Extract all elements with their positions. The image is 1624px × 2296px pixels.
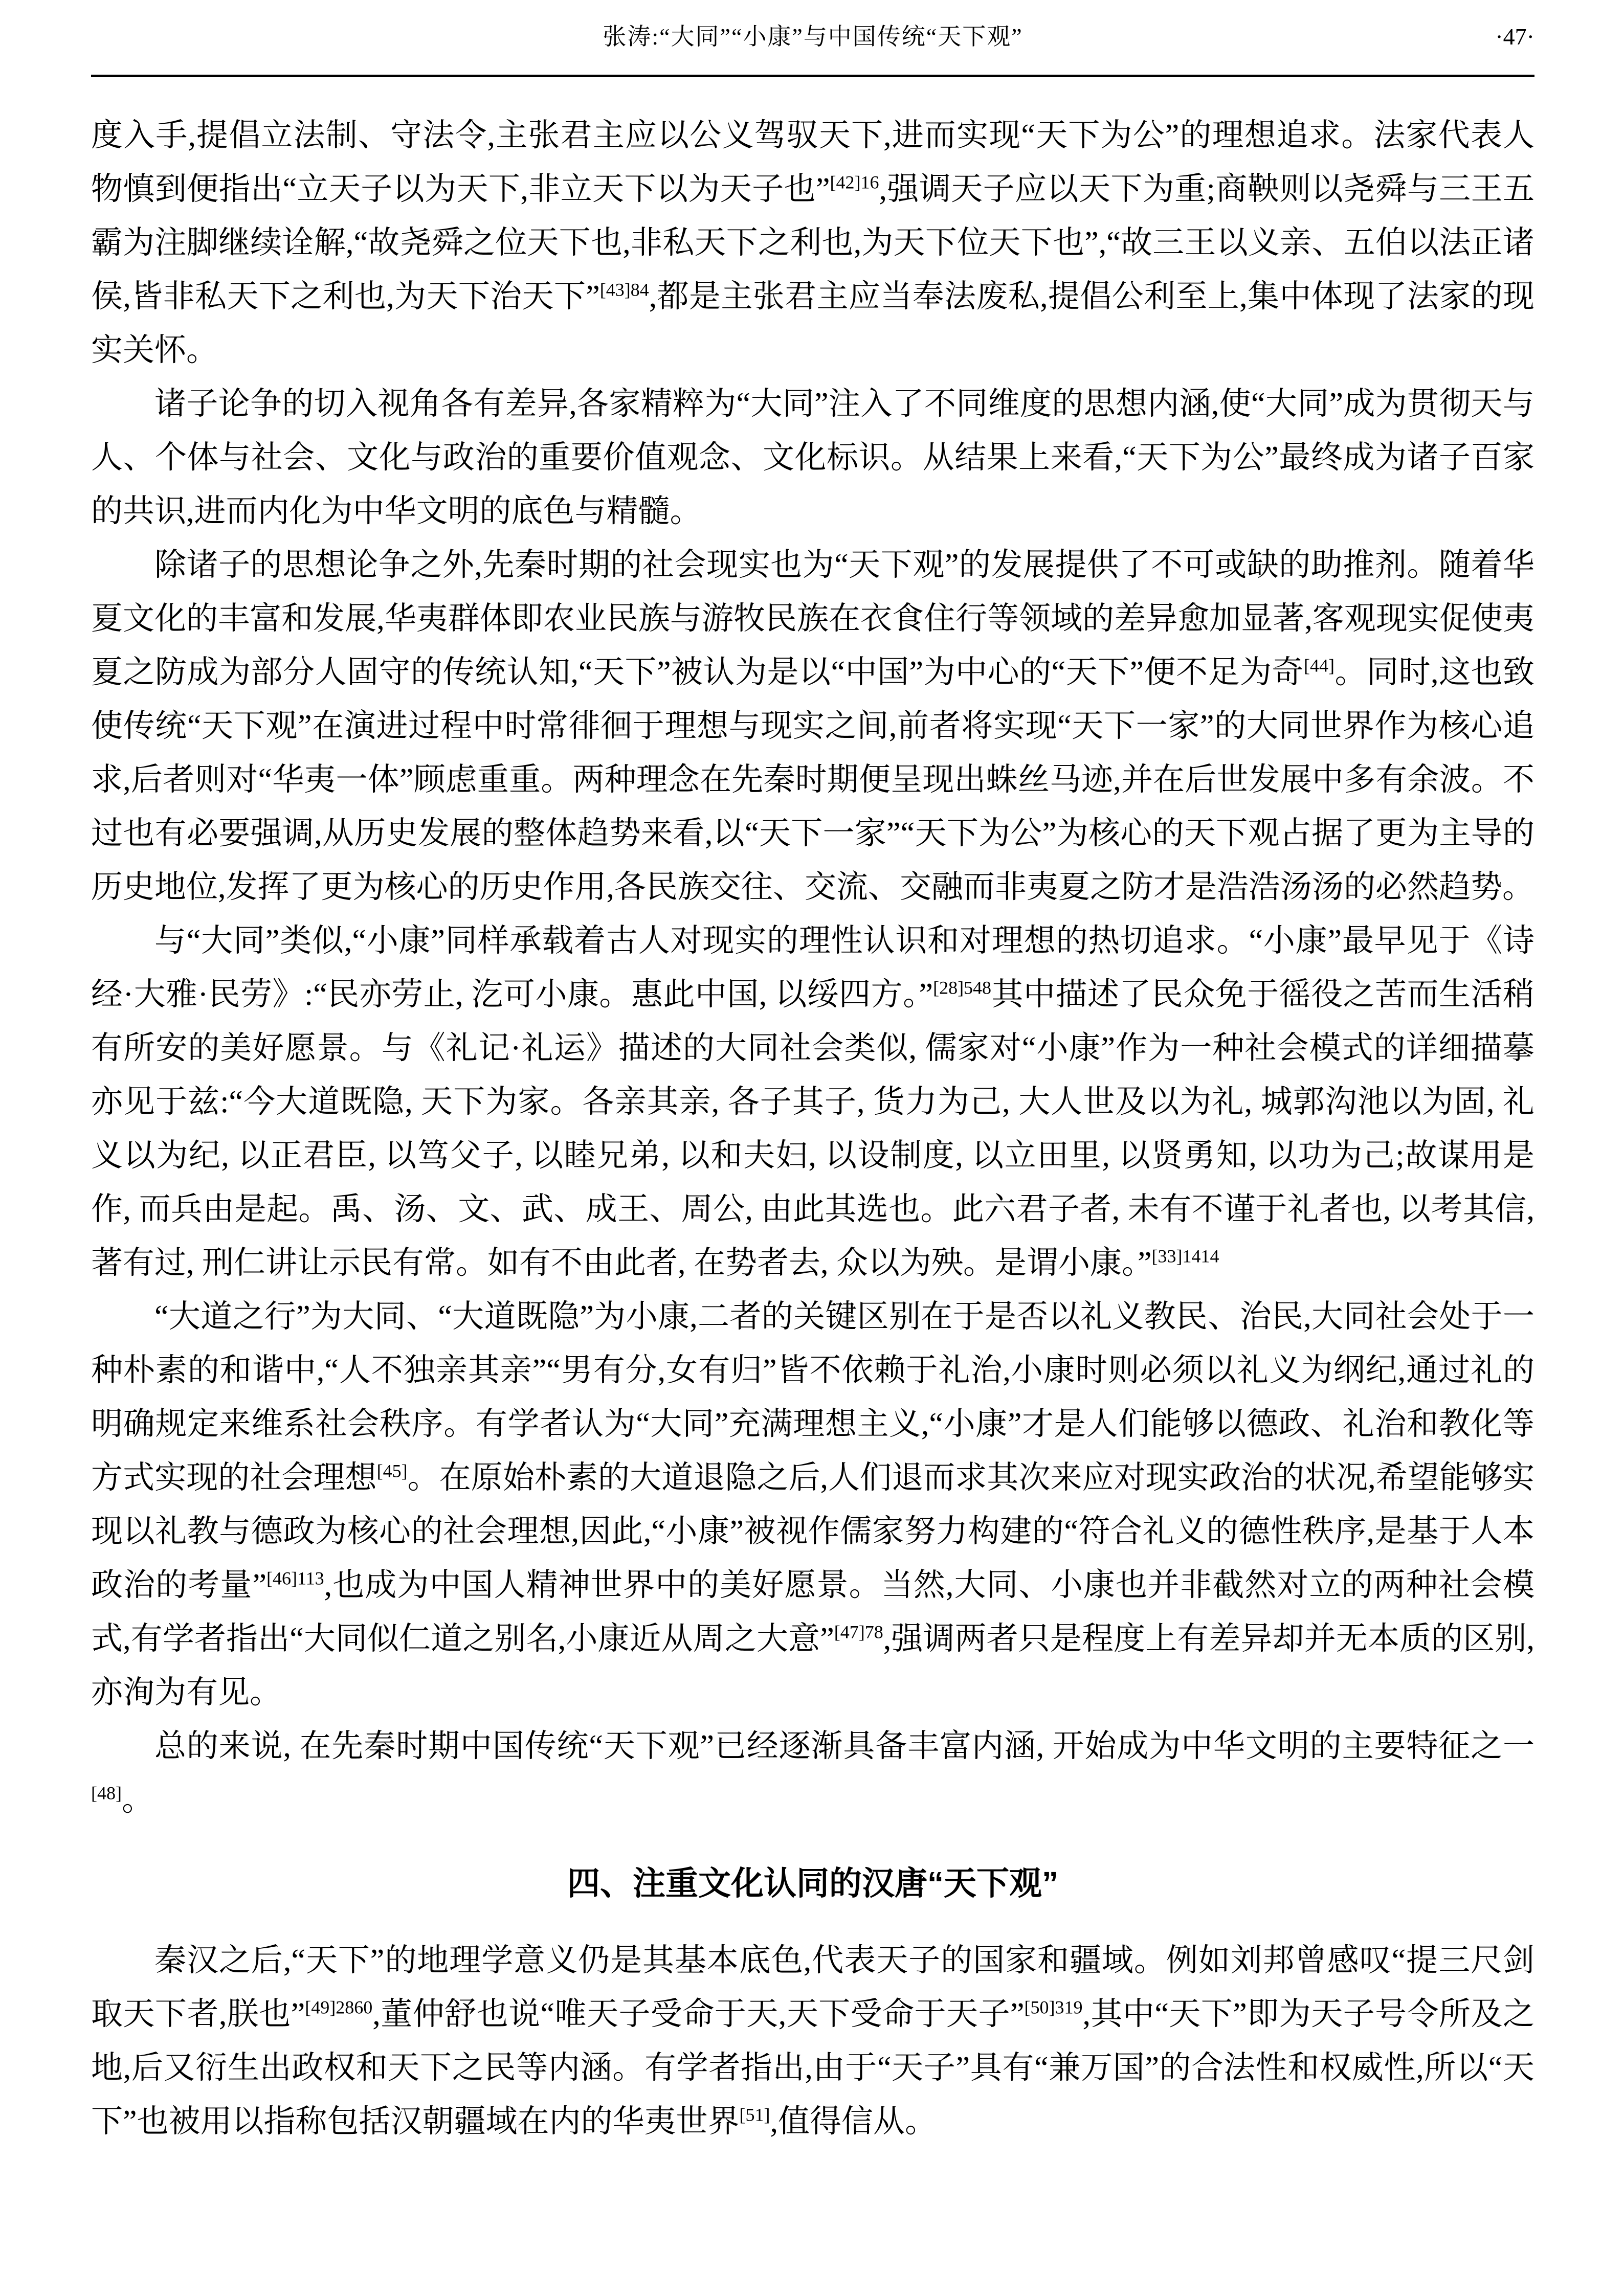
paragraph: 诸子论争的切入视角各有差异,各家精粹为“大同”注入了不同维度的思想内涵,使“大同”成为贯彻天与人、个体与社会、文化与政治的重要价值观念、文化标识。从结果上来看,“天下为公”最终成为诸子百家的共识,进而内化为中华文明的底色与精髓。 — [91, 387, 1534, 529]
citation-ref: [47]78 — [834, 1622, 883, 1642]
paragraph: “大道之行”为大同、“大道既隐”为小康,二者的关键区别在于是否以礼义教民、治民,大同社会处于一种朴素的和谐中,“人不独亲其亲”“男有分,女有归”皆不依赖于礼治,小康时则必须以礼义为纲纪,通过礼的明确规定来维系社会秩序。有学者认为“大同”充满理想主义,“小康”才是人们能够以德政、礼治和教化等方式实现的社会理想[45]。在原始朴素的大道退隐之后,人们退而求其次来应对现实政治的状况,希望能够实现以礼教与德政为核心的社会理想,因此,“小康”被视作儒家努力构建的“符合礼义的德性秩序,是基于人本政治的考量”$^{[46]113}$,也成为中国人精神世界中的美好愿景。当然,大同、小康也并非截然对立的两种社会模式,有学者指出“大同似仁道之别名,小康近从周之大意”$^{[47]78}$,强调两者只是程度上有差异却并无本质的区别,亦洵为有见。 — [91, 1299, 1534, 1710]
header-rule — [91, 75, 1534, 77]
citation-ref: [28]548 — [933, 977, 992, 998]
citation-ref: [42]16 — [830, 172, 879, 193]
paragraph: 秦汉之后,“天下”的地理学意义仍是其基本底色,代表天子的国家和疆域。例如刘邦曾感叹“提三尺剑取天下者,朕也”$^{[49]2860}$,董仲舒也说“唯天子受命于天,天下受命于天子”$^{[50]319}$,其中“天下”即为天子号令所及之地,后又衍生出政权和天下之民等内涵。有学者指出,由于“天子”具有“兼万国”的合法性和权威性,所以“天下”也被用以指称包括汉朝疆域在内的华夷世界[51],值得信从。 — [91, 1943, 1534, 2139]
paragraph: 与“大同”类似,“小康”同样承载着古人对现实的理性认识和对理想的热切追求。“小康”最早见于《诗经·大雅·民劳》:“民亦劳止, 汔可小康。惠此中国, 以绥四方。”$^{[28]548}$其中描述了民众免于徭役之苦而生活稍有所安的美好愿景。与《礼记·礼运》描述的大同社会类似, 儒家对“小康”作为一种社会模式的详细描摹亦见于兹:“今大道既隐, 天下为家。各亲其亲, 各子其子, 货力为己, 大人世及以为礼, 城郭沟池以为固, 礼义以为纪, 以正君臣, 以笃父子, 以睦兄弟, 以和夫妇, 以设制度, 以立田里, 以贤勇知, 以功为己;故谋用是作, 而兵由是起。禹、汤、文、武、成王、周公, 由此其选也。此六君子者, 未有不谨于礼者也, 以考其信, 著有过, 刑仁讲让示民有常。如有不由此者, 在势者去, 众以为殃。是谓小康。”$^{[33]1414}$ — [91, 924, 1534, 1280]
section-heading: 四、注重文化认同的汉唐“天下观” — [567, 1865, 1058, 1902]
citation-ref: [43]84 — [599, 279, 649, 300]
page-header — [91, 0, 1534, 75]
paragraph: 度入手,提倡立法制、守法令,主张君主应以公义驾驭天下,进而实现“天下为公”的理想追求。法家代表人物慎到便指出“立天子以为天下,非立天下以为天子也”$^{[42]16}$,强调天子应以天下为重;商鞅则以尧舜与三王五霸为注脚继续诠解,“故尧舜之位天下也,非私天下之利也,为天下位天下也”,“故三王以义亲、五伯以法正诸侯,皆非私天下之利也,为天下治天下”$^{[43]84}$,都是主张君主应当奉法废私,提倡公利至上,集中体现了法家的现实关怀。 — [91, 118, 1534, 368]
citation-ref: [48] — [91, 1783, 122, 1804]
citation-ref: [45] — [376, 1460, 408, 1481]
citation-ref: [50]319 — [1024, 1997, 1083, 2018]
citation-ref: [33]1414 — [1151, 1246, 1219, 1267]
paragraph: 总的来说, 在先秦时期中国传统“天下观”已经逐渐具备丰富内涵, 开始成为中华文明的主要特征之一[48]。 — [91, 1729, 1534, 1817]
paragraph: 除诸子的思想论争之外,先秦时期的社会现实也为“天下观”的发展提供了不可或缺的助推剂。随着华夏文化的丰富和发展,华夷群体即农业民族与游牧民族在衣食住行等领域的差异愈加显著,客观现实促使夷夏之防成为部分人固守的传统认知,“天下”被认为是以“中国”为中心的“天下”便不足为奇[44]。同时,这也致使传统“天下观”在演进过程中时常徘徊于理想与现实之间,前者将实现“天下一家”的大同世界作为核心追求,后者则对“华夷一体”顾虑重重。两种理念在先秦时期便呈现出蛛丝马迹,并在后世发展中多有余波。不过也有必要强调,从历史发展的整体趋势来看,以“天下一家”“天下为公”为核心的天下观占据了更为主导的历史地位,发挥了更为核心的历史作用,各民族交往、交流、交融而非夷夏之防才是浩浩汤汤的必然趋势。 — [91, 548, 1534, 905]
running-title: 张涛:“大同”“小康”与中国传统“天下观” — [603, 24, 1023, 50]
body-text — [91, 109, 1534, 2149]
citation-ref: [49]2860 — [305, 1997, 373, 2018]
page-number: ·47· — [1495, 24, 1534, 50]
citation-ref: [44] — [1304, 655, 1334, 676]
citation-ref: [51] — [739, 2104, 770, 2125]
citation-ref: [46]113 — [266, 1568, 324, 1589]
